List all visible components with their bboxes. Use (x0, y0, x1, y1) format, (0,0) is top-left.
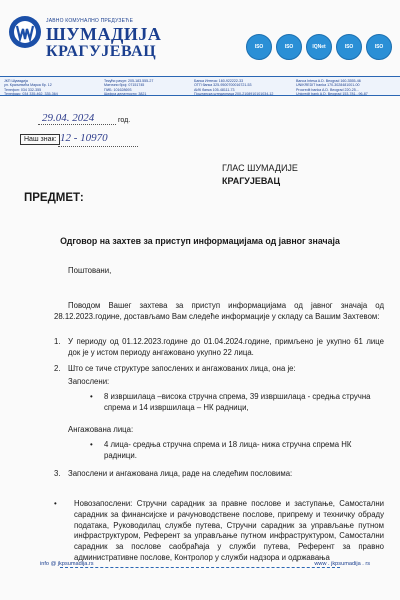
certificate-badge-icon: IQNet (306, 34, 332, 60)
bullet-icon: • (90, 392, 93, 401)
recipient-city: КРАГУЈЕВАЦ (222, 176, 281, 186)
bullet-text: 8 извршилаца –висока стручна спрема, 39 извршилаца - средња стручна спрема и 14 извршилаца – НК радници, (104, 392, 371, 412)
bullet-text: Новозапослени: Стручни сарадник за правне послове и заступање, Самостални сарадник за финансијске и рачуноводствене послове, припрему и техничку обраду података, Руководилац службе путева, Стручни сарадник за управљање путном инфраструктуром, Референт за управљање путном инфраструктуром, Самостални сарадник за послове саобраћаја у служби путева, Референт за правно административне послове, Контролор у служби надзора и одржавања (74, 499, 384, 562)
contact-info-bar (0, 76, 400, 96)
list-number: 3. (54, 469, 61, 478)
certificate-badge-icon: ISO (336, 34, 362, 60)
reference-dotted-line (58, 146, 138, 147)
brand-city: КРАГУЈЕВАЦ (46, 43, 157, 60)
employees-label: Запослени: (68, 377, 110, 386)
subject-label: ПРЕДМЕТ: (24, 192, 84, 204)
contact-column: Банка Интеза: 160-922222-33 ОТП банка 325-9500700016721-53 АИК банка 105-48111-73 Поштанска штедионица 200-2108910101034-12 (194, 79, 274, 96)
company-type-label: ЈАВНО КОМУНАЛНО ПРЕДУЗЕЋЕ (46, 18, 134, 24)
list-number: 2. (54, 364, 61, 373)
contact-column: ЈКП Шумадија ул. Краљевића Марка бр. 12 Телефон: 034 332-355 Телефакс: 034 335-462, 335-364 (4, 79, 58, 96)
certificate-badge-icon: ISO (276, 34, 302, 60)
certificate-badge-icon: ISO (366, 34, 392, 60)
date-handwritten: 29.04. 2024 (42, 112, 95, 124)
reference-number: 12 - 10970 (60, 132, 108, 144)
certificate-badge-icon: ISO (246, 34, 272, 60)
contact-column: Banca Intesa A.D. Beograd 160-3555-46 UNIKREDIT banka 170-3028481001-00 Procredit banka A.D. Beograd 220-25... Unicredit bank A.D. Beograd 153-781...96-87 (296, 79, 368, 96)
reference-label: Наш знак: (20, 134, 60, 145)
certification-badges (246, 34, 392, 60)
list-text: У периоду од 01.12.2023.године до 01.04.2024.године, примљено је укупно 61 лице док је у истом периоду ангажовано укупно 22 лица. (68, 337, 384, 357)
intro-paragraph: Поводом Вашег захтева за приступ информацијама од јавног значаја од 28.12.2023.године, достављамо Вам следеће информације у складу са Вашим Захтевом: (54, 301, 384, 321)
bullet-text: 4 лица- средња стручна спрема и 18 лица- нижа стручна спрема НК радници. (104, 440, 352, 460)
footer-divider (60, 567, 340, 568)
footer-website: www . jkpsumadija . rs (314, 561, 370, 567)
list-text: Запослени и ангажована лица, раде на следећим пословима: (68, 469, 293, 478)
contact-column: Текући рачун: 205-183.555-27 Матични број: 07151745 ПИБ: 101628693 Шифра делатности: 3821 (104, 79, 154, 96)
brand-name: ШУМАДИЈА (46, 24, 162, 44)
recipient-name: ГЛАС ШУМАДИЈЕ (222, 163, 298, 173)
company-logo-icon (8, 14, 42, 50)
footer-email: info @ jkpsumadija.rs (40, 561, 94, 567)
year-label: год. (118, 117, 131, 124)
salutation: Поштовани, (68, 266, 112, 275)
engaged-persons-label: Ангажована лица: (68, 425, 134, 434)
list-number: 1. (54, 337, 61, 346)
bullet-icon: • (90, 440, 93, 449)
list-text: Што се тиче структуре запослених и ангажованих лица, она је: (68, 364, 296, 373)
bullet-icon: • (54, 499, 57, 508)
date-dotted-line (38, 124, 116, 125)
letter-title: Одговор на захтев за приступ информацијама од јавног значаја (60, 236, 340, 246)
